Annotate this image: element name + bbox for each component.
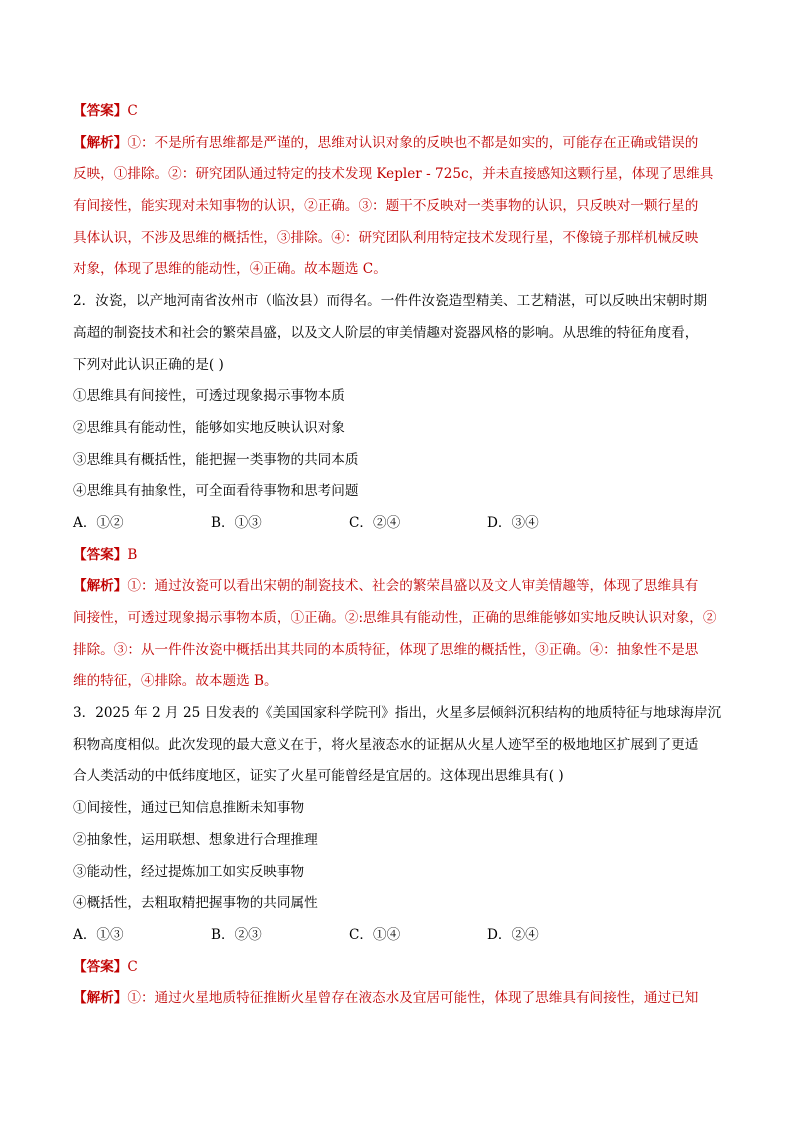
question-3-options (73, 920, 723, 952)
explanation-2-line-2: 间接性，可透过现象揭示事物本质，①正确。②:思维具有能动性，正确的思维能够如实地反映认识对象，② (73, 610, 717, 626)
question-3-item-4: ④概括性，去粗取精把握事物的共同属性 (73, 895, 318, 912)
explanation-1-line-4: 具体认识，不涉及思维的概括性，③排除。④：研究团队利用特定技术发现行星，不像镜子那样机械反映 (73, 229, 699, 246)
option-a: A．①③ (73, 926, 124, 943)
explanation-1-line-3: 有间接性，能实现对未知事物的认识，②正确。③：题干不反映对一类事物的认识，只反映对一颗行星的 (73, 198, 699, 215)
question-2-stem-line-3: 下列对此认识正确的是( ) (73, 356, 224, 373)
explanation-text: ①：通过汝瓷可以看出宋朝的制瓷技术、社会的繁荣昌盛以及文人审美情趣等，体现了思维具有 (127, 578, 699, 595)
question-2-item-2: ②思维具有能动性，能够如实地反映认识对象 (73, 419, 345, 436)
question-3-stem-line-1: 3．2025 年 2 月 25 日发表的《美国国家科学院刊》指出，火星多层倾斜沉积结构的地质特征与地球海岸沉 (73, 705, 722, 722)
answer-2 (73, 540, 723, 572)
explanation-2-line-1 (73, 571, 723, 603)
question-2-item-1: ①思维具有间接性，可透过现象揭示事物本质 (73, 388, 345, 405)
question-3-stem-line-2: 积物高度相似。此次发现的最大意义在于，将火星液态水的证据从火星人迹罕至的极地地区扩展到了更适 (73, 736, 699, 753)
question-2-stem-line-1: 2．汝瓷，以产地河南省汝州市（临汝县）而得名。一件件汝瓷造型精美、工艺精湛，可以反映出宋朝时期 (73, 293, 707, 310)
explanation-tag: 【解析】 (73, 578, 128, 595)
explanation-3-line-1 (73, 983, 723, 1015)
answer-tag: 【答案】 (73, 958, 128, 975)
option-b: B．①③ (211, 514, 262, 531)
option-b: B．②③ (211, 926, 262, 943)
explanation-2-line-3: 排除。③：从一件件汝瓷中概括出其共同的本质特征，体现了思维的概括性，③正确。④：抽象性不是思 (73, 641, 699, 658)
answer-1 (73, 96, 723, 128)
question-3-item-1: ①间接性，通过已知信息推断未知事物 (73, 800, 305, 817)
answer-3 (73, 952, 723, 984)
explanation-2-line-4: 维的特征，④排除。故本题选 B。 (73, 673, 278, 690)
question-2-options (73, 508, 723, 540)
answer-tag: 【答案】 (73, 103, 128, 119)
question-3-item-2: ②抽象性，运用联想、想象进行合理推理 (73, 831, 318, 848)
option-a: A．①② (73, 514, 124, 531)
question-2-item-3: ③思维具有概括性，能把握一类事物的共同本质 (73, 451, 359, 468)
explanation-text: ①：通过火星地质特征推断火星曾存在液态水及宜居可能性，体现了思维具有间接性，通过已知 (127, 990, 699, 1007)
explanation-text: ①：不是所有思维都是严谨的，思维对认识对象的反映也不都是如实的，可能存在正确或错误的 (127, 134, 699, 151)
answer-value: C (127, 958, 138, 975)
answer-value: C (127, 103, 138, 119)
question-2-stem-line-2: 高超的制瓷技术和社会的繁荣昌盛，以及文人阶层的审美情趣对瓷器风格的影响。从思维的特征角度看， (73, 324, 699, 341)
explanation-tag: 【解析】 (73, 990, 128, 1007)
explanation-1-line-1 (73, 128, 723, 160)
explanation-1-line-5: 对象，体现了思维的能动性，④正确。故本题选 C。 (73, 261, 387, 278)
question-2-item-4: ④思维具有抽象性，可全面看待事物和思考问题 (73, 483, 359, 500)
question-3-item-3: ③能动性，经过提炼加工如实反映事物 (73, 863, 305, 880)
answer-value: B (127, 546, 138, 563)
option-d: D．③④ (487, 514, 539, 531)
explanation-1-line-2: 反映，①排除。②：研究团队通过特定的技术发现 Kepler - 725c，并未直接感知这颗行星，体现了思维具 (73, 166, 714, 183)
option-d: D．②④ (487, 926, 539, 943)
document-page (73, 96, 723, 1015)
explanation-tag: 【解析】 (73, 134, 128, 151)
option-c: C．②④ (349, 514, 401, 531)
question-3-stem-line-3: 合人类活动的中低纬度地区，证实了火星可能曾经是宜居的。这体现出思维具有( ) (73, 768, 564, 785)
option-c: C．①④ (349, 926, 401, 943)
answer-tag: 【答案】 (73, 546, 128, 563)
